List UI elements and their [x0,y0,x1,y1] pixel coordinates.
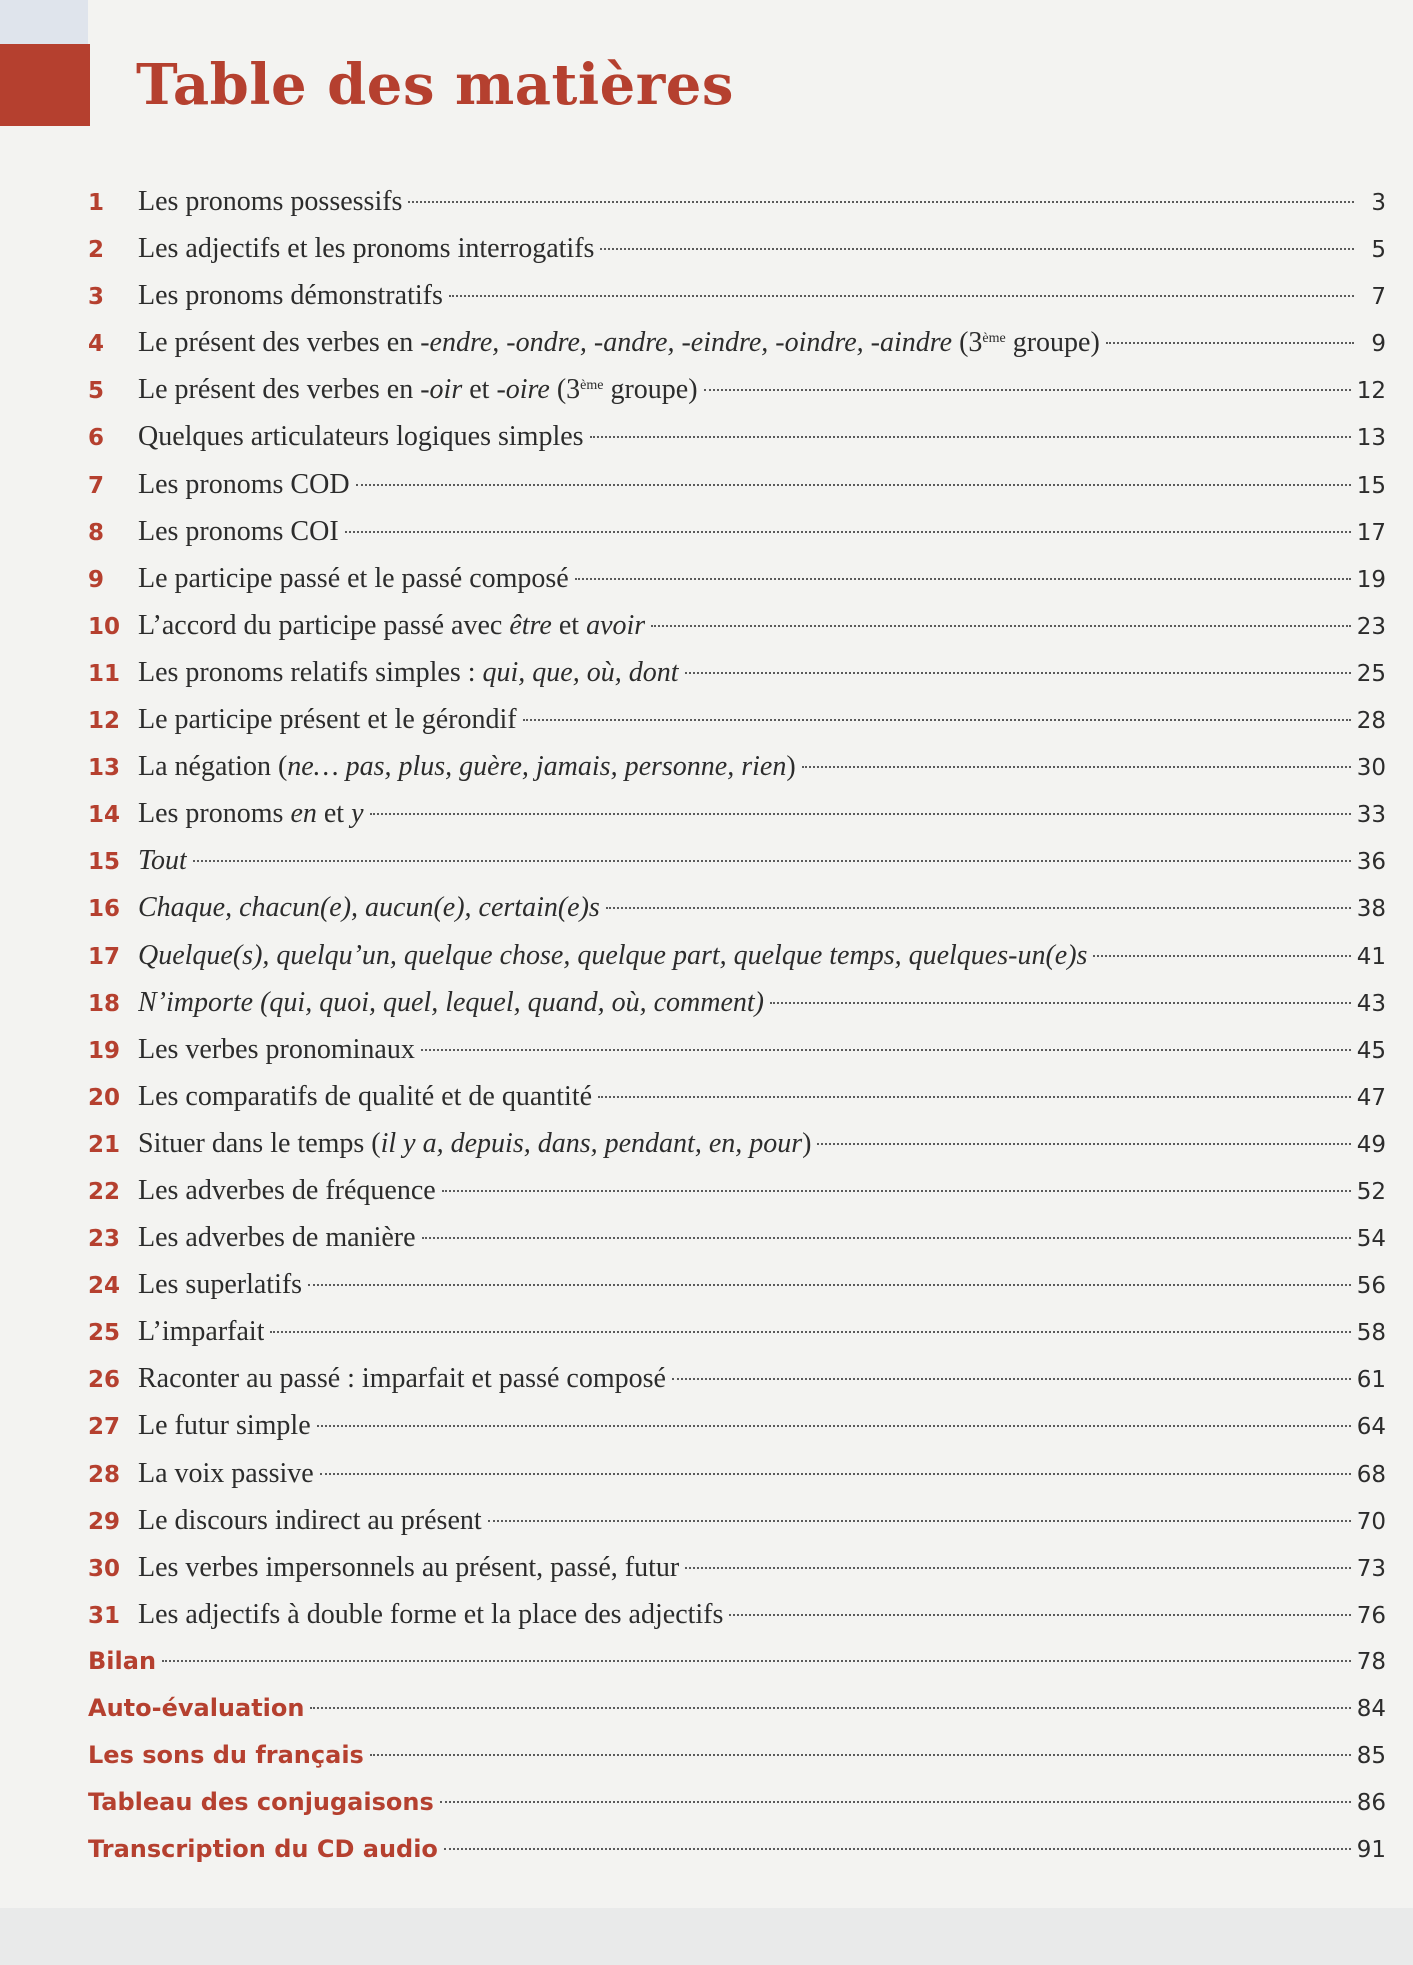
page-number: 78 [1356,1648,1386,1675]
dot-leader [523,719,1351,721]
chapter-number: 7 [88,472,105,499]
toc-row [88,1497,1386,1544]
toc-row [88,743,1386,790]
title-part: il y a, depuis, dans, pendant, en, pour [380,1127,803,1159]
toc-row [88,1450,1386,1497]
title-accent-block [0,44,90,126]
dot-leader [606,907,1351,909]
dot-leader [1106,342,1354,344]
title-part: être [509,609,552,641]
page-number: 12 [1356,378,1386,405]
toc-row [88,413,1386,460]
title-part: (3 [549,374,581,406]
toc-row-appendix [88,1779,1386,1826]
chapter-title [138,225,594,272]
dot-leader [590,436,1351,438]
title-part: ) [786,751,796,783]
chapter-number: 24 [88,1273,121,1300]
title-part: Les adjectifs et les pronoms interrogatifs [138,233,595,265]
chapter-number: 5 [88,378,105,405]
dot-leader [317,1425,1351,1427]
toc-row [88,790,1386,837]
chapter-title [138,178,402,225]
title-part: groupe) [1005,327,1100,359]
page-number: 58 [1356,1320,1386,1347]
title-part: Les adverbes de fréquence [138,1174,436,1206]
title-part: Le participe présent et le gérondif [138,704,517,736]
page-number: 76 [1356,1602,1386,1629]
chapter-number: 28 [88,1461,121,1488]
toc-row [88,461,1386,508]
superscript: ème [580,378,604,394]
title-part: Les pronoms démonstratifs [138,280,443,312]
dot-leader [270,1331,1350,1333]
toc-row [88,508,1386,555]
title-part: Quelque(s), quelqu’un, quelque chose, quelque part, quelque temps, quelques-un(e)s [138,939,1088,971]
toc-row [88,225,1386,272]
page-number: 38 [1356,896,1386,923]
dot-leader [370,1754,1351,1756]
title-part: Le participe passé et le passé composé [138,562,569,594]
dot-leader [444,1848,1351,1850]
chapter-title [138,1026,415,1073]
chapter-number: 9 [88,566,105,593]
title-part: Raconter au passé : imparfait et passé composé [138,1363,666,1395]
chapter-title [138,508,339,555]
dot-leader [370,813,1351,815]
chapter-title [138,1167,436,1214]
chapter-title [138,696,517,743]
toc-row [88,1026,1386,1073]
chapter-number: 1 [88,190,105,216]
title-part: qui, que, où, dont [482,656,679,688]
appendix-title: Transcription du CD audio [88,1835,438,1864]
title-part: en [290,798,317,830]
toc-row [88,319,1386,366]
chapter-number: 3 [88,284,105,311]
toc-row [88,1402,1386,1449]
title-part: -endre, -ondre, -andre, -eindre, -oindre, -aindre [420,327,953,359]
toc-row [88,602,1386,649]
chapter-number: 11 [88,660,121,687]
title-part: Les verbes pronominaux [138,1033,415,1065]
dot-leader [817,1143,1350,1145]
chapter-title [138,461,350,508]
toc-row [88,649,1386,696]
page-number: 64 [1356,1414,1386,1441]
title-part: -oire [496,374,550,406]
title-part: Tout [138,845,187,877]
title-part: Chaque, chacun(e), aucun(e), certain(e)s [138,892,600,924]
title-part: (3 [952,327,983,359]
page-number: 73 [1356,1555,1386,1582]
toc-row [88,696,1386,743]
page-number: 56 [1356,1273,1386,1300]
chapter-number: 17 [88,943,121,970]
title-part: Situer dans le temps ( [138,1127,381,1159]
toc-row [88,1308,1386,1355]
page-number: 13 [1356,425,1386,452]
title-part: Les superlatifs [138,1269,303,1301]
title-part: Le discours indirect au présent [138,1504,482,1536]
page-number: 3 [1371,190,1386,216]
page-number: 17 [1356,519,1386,546]
chapter-title [138,743,796,790]
chapter-number: 8 [88,519,105,546]
title-part: avoir [586,609,646,641]
bottom-band [0,1908,1413,1965]
appendix-title: Bilan [88,1646,157,1675]
chapter-title [138,1073,592,1120]
dot-leader [575,578,1351,580]
chapter-number: 30 [88,1555,121,1582]
page-number: 15 [1356,472,1386,499]
appendix-title: Tableau des conjugaisons [88,1788,434,1817]
chapter-title [138,319,1100,366]
page-number: 33 [1356,802,1386,829]
chapter-title [138,790,364,837]
dot-leader [729,1614,1350,1616]
title-part: Le présent des verbes en [138,374,421,406]
title-part: Les verbes impersonnels au présent, passé, futur [138,1551,680,1583]
chapter-title [138,1355,666,1402]
page-number: 23 [1356,613,1386,640]
page-title: Table des matières [136,52,734,118]
dot-leader [162,1660,1351,1662]
title-part: ) [802,1127,812,1159]
page-number: 47 [1356,1084,1386,1111]
toc-row [88,1355,1386,1402]
page-number: 45 [1356,1037,1386,1064]
title-part: La négation ( [138,751,288,783]
toc-row [88,178,1386,225]
chapter-number: 25 [88,1320,121,1347]
title-part: La voix passive [138,1457,314,1489]
chapter-number: 12 [88,708,121,735]
dot-leader [685,1567,1351,1569]
page-number: 36 [1356,849,1386,876]
title-part: Le présent des verbes en [138,327,421,359]
chapter-title [138,1544,679,1591]
dot-leader [600,248,1354,250]
chapter-number: 19 [88,1037,121,1064]
page-number: 52 [1356,1178,1386,1205]
chapter-title [138,366,698,413]
chapter-title [138,1261,302,1308]
chapter-title [138,1308,264,1355]
dot-leader [672,1378,1351,1380]
chapter-number: 26 [88,1367,121,1394]
toc-row [88,1591,1386,1638]
appendix-title: Les sons du français [88,1741,364,1770]
page-number: 25 [1356,660,1386,687]
page-number: 54 [1356,1226,1386,1253]
chapter-title [138,413,584,460]
page-number: 30 [1356,755,1386,782]
toc-row [88,837,1386,884]
page-number: 91 [1356,1837,1386,1864]
title-part: et [462,374,497,406]
toc-row [88,1261,1386,1308]
chapter-title [138,979,764,1026]
chapter-title [138,1214,416,1261]
chapter-number: 18 [88,990,121,1017]
chapter-title [138,1497,482,1544]
dot-leader [308,1284,1351,1286]
chapter-title [138,1450,314,1497]
title-part: ne… pas, plus, guère, jamais, personne, rien [287,751,787,783]
toc-row [88,272,1386,319]
dot-leader [770,1002,1351,1004]
title-part: et [551,609,587,641]
toc-row [88,1073,1386,1120]
dot-leader [345,531,1351,533]
dot-leader [802,766,1351,768]
dot-leader [193,860,1351,862]
title-part: Quelques articulateurs logiques simples [138,421,584,453]
page-number: 61 [1356,1367,1386,1394]
title-part: et [316,798,352,830]
dot-leader [685,672,1351,674]
dot-leader [442,1190,1351,1192]
title-part: Le futur simple [138,1410,311,1442]
appendix-title: Auto-évaluation [88,1694,305,1722]
title-part: Les pronoms [138,798,291,830]
dot-leader [422,1237,1351,1239]
toc-row-appendix [88,1732,1386,1779]
title-part: Les adverbes de manière [138,1222,416,1254]
toc-row [88,1214,1386,1261]
dot-leader [310,1707,1350,1709]
page-number: 9 [1371,331,1386,358]
title-part: y [351,798,364,830]
title-part: -oir [420,374,463,406]
table-of-contents [88,178,1386,1873]
chapter-number: 22 [88,1178,121,1205]
toc-row-appendix [88,1826,1386,1873]
chapter-number: 14 [88,802,121,829]
title-part: Les pronoms possessifs [138,186,403,217]
page-number: 70 [1356,1508,1386,1535]
chapter-number: 31 [88,1602,121,1629]
title-part: Les pronoms COD [138,468,350,500]
top-band [0,0,88,44]
chapter-number: 29 [88,1508,121,1535]
dot-leader [356,484,1351,486]
dot-leader [408,201,1354,203]
dot-leader [598,1096,1351,1098]
chapter-title [138,602,645,649]
chapter-title [138,837,187,884]
dot-leader [651,625,1351,627]
chapter-number: 27 [88,1414,121,1441]
chapter-title [138,555,569,602]
toc-row-appendix [88,1685,1386,1732]
chapter-number: 6 [88,425,105,452]
dot-leader [704,389,1351,391]
dot-leader [449,295,1354,297]
toc-row [88,1544,1386,1591]
title-part: groupe) [603,374,698,406]
toc-row [88,884,1386,931]
chapter-number: 10 [88,613,121,640]
dot-leader [440,1801,1351,1803]
title-part: Les pronoms relatifs simples : [138,656,483,688]
chapter-title [138,272,443,319]
chapter-number: 21 [88,1131,121,1158]
page-number: 49 [1356,1131,1386,1158]
page-number: 86 [1356,1790,1386,1817]
chapter-title [138,1402,311,1449]
title-part: Les adjectifs à double forme et la place des adjectifs [138,1598,724,1630]
page-number: 68 [1356,1461,1386,1488]
chapter-number: 16 [88,896,121,923]
toc-row [88,555,1386,602]
title-part: L’imparfait [138,1316,265,1348]
toc-row [88,1120,1386,1167]
chapter-title [138,1120,811,1167]
chapter-number: 23 [88,1226,121,1253]
chapter-number: 4 [88,331,105,358]
chapter-number: 20 [88,1084,121,1111]
chapter-title [138,884,600,931]
superscript: ème [982,331,1006,347]
dot-leader [488,1520,1351,1522]
title-part: Les pronoms COI [138,515,339,547]
toc-row [88,1167,1386,1214]
dot-leader [421,1049,1351,1051]
chapter-title [138,1591,723,1638]
toc-row [88,932,1386,979]
chapter-title [138,932,1087,979]
title-part: L’accord du participe passé avec [138,609,510,641]
chapter-number: 2 [88,237,105,264]
chapter-title [138,649,679,696]
toc-row-appendix [88,1638,1386,1685]
chapter-number: 15 [88,849,121,876]
title-part: N’importe (qui, quoi, quel, lequel, quand, où, comment) [138,986,765,1018]
page-number: 41 [1356,943,1386,970]
page-number: 19 [1356,566,1386,593]
page-number: 43 [1356,990,1386,1017]
title-part: Les comparatifs de qualité et de quantité [138,1080,593,1112]
page-number: 5 [1371,237,1386,264]
page-number: 84 [1356,1696,1386,1722]
toc-row [88,979,1386,1026]
page-number: 85 [1356,1743,1386,1770]
chapter-number: 13 [88,755,121,782]
page-number: 7 [1371,284,1386,311]
dot-leader [1093,955,1350,957]
dot-leader [320,1473,1351,1475]
page-number: 28 [1356,708,1386,735]
toc-row [88,366,1386,413]
